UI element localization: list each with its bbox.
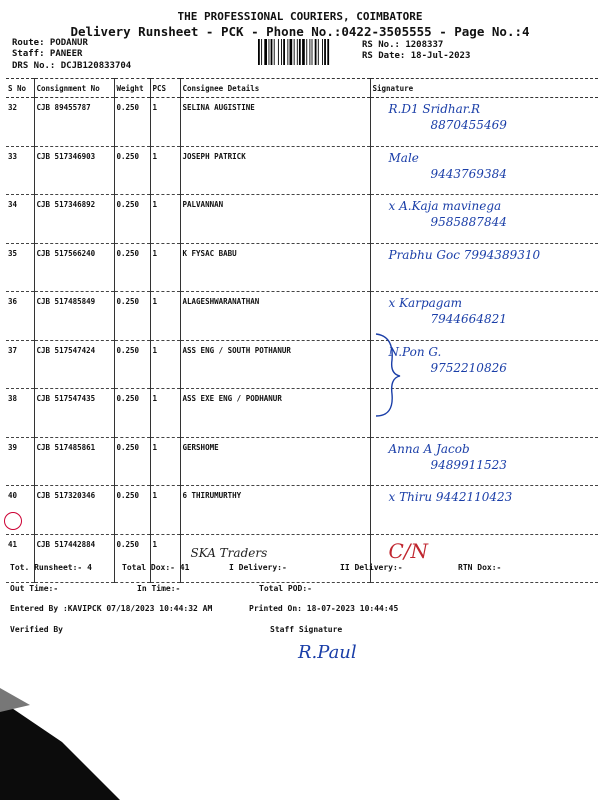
row-weight: 0.250 — [114, 292, 150, 341]
col-sno: S No — [6, 79, 34, 98]
company-name: THE PROFESSIONAL COURIERS, COIMBATORE — [177, 10, 423, 23]
handwritten-phone: 9489911523 — [430, 457, 507, 472]
row-weight: 0.250 — [114, 243, 150, 292]
route-label: Route: PODANUR — [12, 38, 88, 48]
i-delivery: I Delivery:- — [229, 563, 287, 572]
handwritten-signature: Prabhu Goc 7994389310 — [388, 247, 541, 262]
row-pcs: 1 — [150, 340, 180, 389]
row-signature — [370, 486, 598, 535]
row-pcs: 1 — [150, 389, 180, 438]
row-weight: 0.250 — [114, 195, 150, 244]
row-circle-mark — [4, 512, 22, 530]
table-row — [6, 292, 598, 341]
row-sno: 37 — [6, 340, 34, 389]
handwritten-phone: 9443769384 — [430, 166, 507, 181]
row-signature — [370, 98, 598, 147]
row-pcs: 1 — [150, 486, 180, 535]
handwritten-phone: 7944664821 — [430, 312, 507, 326]
col-weight: Weight — [114, 79, 150, 98]
row-weight: 0.250 — [114, 389, 150, 438]
ii-delivery: II Delivery:- — [340, 563, 403, 572]
row-signature — [370, 195, 598, 244]
handwritten-consignee: SKA Traders — [190, 545, 268, 560]
table-row — [6, 146, 598, 195]
staff-signature: R.Paul — [298, 642, 357, 663]
row-consignment: CJB 89455787 — [34, 98, 114, 147]
tot-runsheet: Tot. Runsheet:- 4 — [10, 563, 92, 572]
row-signature — [370, 437, 598, 486]
row-sno: 33 — [6, 146, 34, 195]
row-consignment: CJB 517346892 — [34, 195, 114, 244]
row-signature — [370, 243, 598, 292]
row-weight: 0.250 — [114, 534, 150, 583]
row-consignment: CJB 517547424 — [34, 340, 114, 389]
row-sno: 36 — [6, 292, 34, 341]
staff-signature-label: Staff Signature — [270, 625, 343, 634]
table-row — [6, 98, 598, 147]
table-row — [6, 486, 598, 535]
handwritten-signature: x Karpagam — [388, 296, 462, 310]
row-sno: 38 — [6, 389, 34, 438]
staff-label: Staff: PANEER — [12, 49, 83, 59]
entered-by: Entered By :KAVIPCK 07/18/2023 10:44:32 AM — [10, 604, 213, 613]
runsheet-title: Delivery Runsheet - PCK - Phone No.:0422-3505555 - Page No.:4 — [70, 24, 530, 39]
row-sno: 39 — [6, 437, 34, 486]
row-signature — [370, 292, 598, 341]
row-signature — [370, 534, 598, 583]
row-signature — [370, 340, 598, 389]
row-consignment: CJB 517547435 — [34, 389, 114, 438]
row-weight: 0.250 — [114, 146, 150, 195]
row-consignee: ASS EXE ENG / PODHANUR — [180, 389, 370, 438]
handwritten-phone: 9585887844 — [430, 215, 507, 229]
total-dox: Total Dox:- 41 — [122, 563, 190, 572]
table-row — [6, 389, 598, 438]
row-consignment: CJB 517485861 — [34, 437, 114, 486]
handwritten-signature: Male — [388, 150, 419, 165]
col-consignment: Consignment No — [34, 79, 114, 98]
table-row — [6, 195, 598, 244]
row-consignee: K FYSAC BABU — [180, 243, 370, 292]
row-consignment: CJB 517346903 — [34, 146, 114, 195]
row-consignee: ALAGESHWARANATHAN — [180, 292, 370, 341]
row-pcs: 1 — [150, 243, 180, 292]
row-sno: 34 — [6, 195, 34, 244]
row-consignee: PALVANNAN — [180, 195, 370, 244]
table-row — [6, 437, 598, 486]
row-signature — [370, 389, 598, 438]
row-consignee: JOSEPH PATRICK — [180, 146, 370, 195]
row-sno: 41 — [6, 534, 34, 583]
printed-on: Printed On: 18-07-2023 10:44:45 — [249, 604, 399, 613]
row-consignee: 6 THIRUMURTHY — [180, 486, 370, 535]
runsheet-table — [6, 78, 598, 583]
brace-mark-icon — [372, 330, 402, 420]
barcode-icon — [258, 39, 358, 65]
col-pcs: PCS — [150, 79, 180, 98]
col-consignee: Consignee Details — [180, 79, 370, 98]
table-header-row — [6, 79, 598, 98]
table-row — [6, 243, 598, 292]
rs-number: RS No.: 1208337 — [362, 40, 444, 50]
in-time: In Time:- — [137, 584, 181, 593]
row-consignment: CJB 517566240 — [34, 243, 114, 292]
row-pcs: 1 — [150, 195, 180, 244]
row-consignment: CJB 517442884 — [34, 534, 114, 583]
row-consignee: GERSHOME — [180, 437, 370, 486]
drs-number: DRS No.: DCJB120833704 — [12, 61, 132, 71]
row-pcs: 1 — [150, 146, 180, 195]
total-pod: Total POD:- — [259, 584, 312, 593]
row-weight: 0.250 — [114, 437, 150, 486]
row-consignment: CJB 517320346 — [34, 486, 114, 535]
row-pcs: 1 — [150, 292, 180, 341]
handwritten-phone: 8870455469 — [430, 118, 507, 132]
handwritten-signature: R.D1 Sridhar.R — [388, 102, 481, 116]
rtn-dox: RTN Dox:- — [458, 563, 502, 572]
row-consignee: ASS ENG / SOUTH POTHANUR — [180, 340, 370, 389]
row-consignment: CJB 517485849 — [34, 292, 114, 341]
col-signature: Signature — [370, 79, 598, 98]
rs-date: RS Date: 18-Jul-2023 — [362, 51, 471, 61]
row-pcs: 1 — [150, 437, 180, 486]
row-sno: 35 — [6, 243, 34, 292]
row-sno: 40 — [6, 486, 34, 535]
row-pcs: 1 — [150, 98, 180, 147]
row-pcs: 1 — [150, 534, 180, 583]
out-time: Out Time:- — [10, 584, 59, 593]
handwritten-signature: x Thiru 9442110423 — [388, 490, 513, 504]
handwritten-signature: x A.Kaja mavinega — [388, 199, 502, 213]
verified-by: Verified By — [10, 625, 63, 634]
row-consignee — [180, 534, 370, 583]
row-weight: 0.250 — [114, 340, 150, 389]
row-sno: 32 — [6, 98, 34, 147]
table-row — [6, 340, 598, 389]
row-weight: 0.250 — [114, 98, 150, 147]
row-signature — [370, 146, 598, 195]
row-weight: 0.250 — [114, 486, 150, 535]
handwritten-phone: 9752210826 — [430, 360, 507, 375]
table-row — [6, 534, 598, 583]
row-consignee: SELINA AUGISTINE — [180, 98, 370, 147]
handwritten-signature: C/N — [388, 538, 429, 563]
handwritten-signature: Anna A Jacob — [388, 441, 470, 456]
handwritten-signature: N.Pon G. — [388, 344, 442, 359]
